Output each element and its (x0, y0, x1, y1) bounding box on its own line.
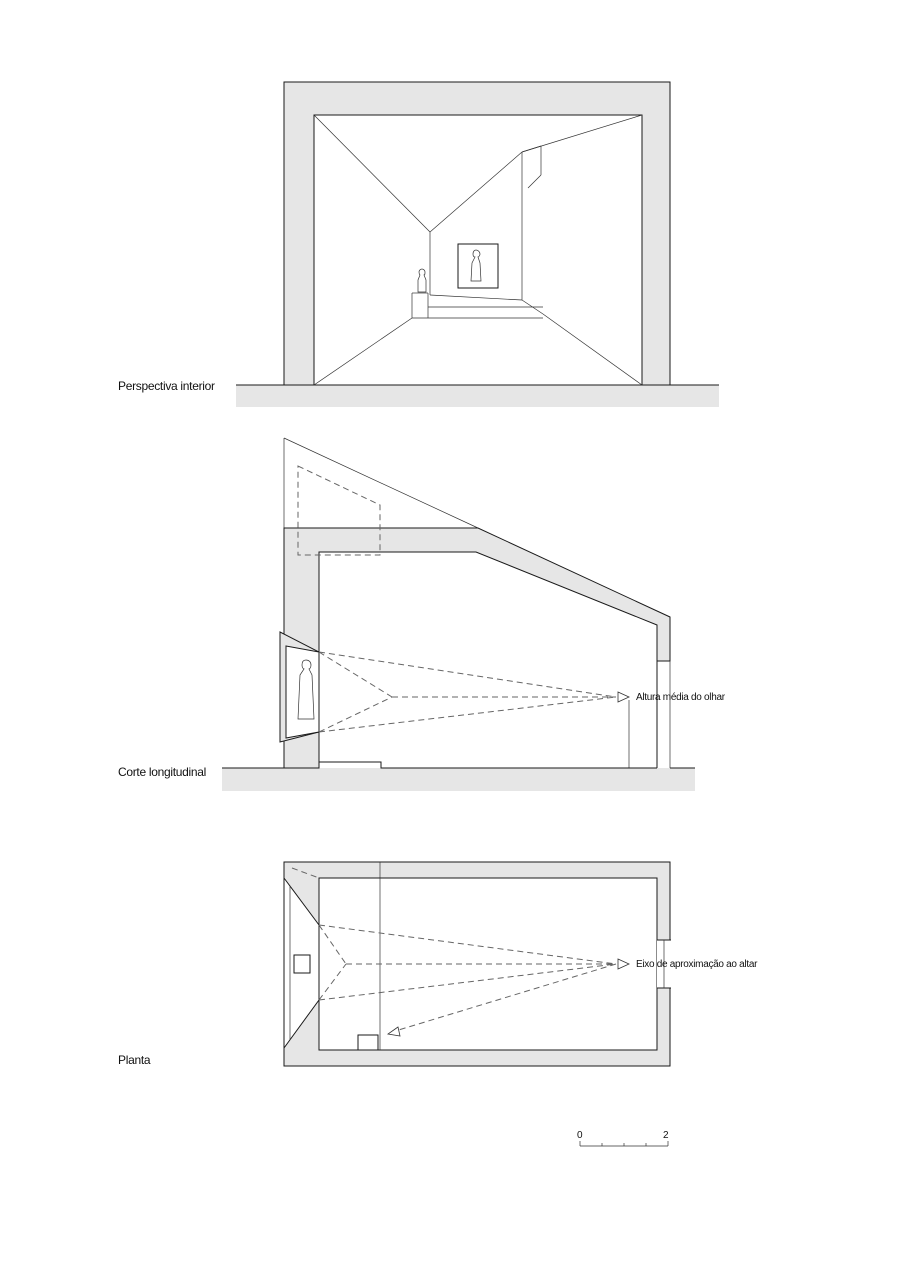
plan-entrance-block (358, 1035, 378, 1050)
section-drawing (222, 438, 695, 791)
altar-axis-sight-lines (319, 925, 629, 1036)
eye-height-annotation: Altura média do olhar (636, 692, 725, 703)
perspective-frame-walls (284, 82, 670, 385)
perspective-label: Perspectiva interior (118, 379, 215, 393)
arrowhead-icon (618, 692, 629, 702)
arrowhead-icon (388, 1027, 400, 1036)
scale-bar (577, 1130, 669, 1146)
skylight-roof-lines (284, 438, 478, 528)
section-walls-roof (284, 528, 670, 768)
scale-start-label: 0 (577, 1130, 583, 1141)
arrowhead-icon (618, 959, 629, 969)
altar-axis-annotation: Eixo de aproximação ao altar (636, 959, 758, 970)
scale-end-label: 2 (663, 1130, 669, 1141)
section-ground (222, 768, 695, 791)
section-floor-line (319, 762, 657, 768)
perspective-ground (236, 385, 719, 407)
section-label: Corte longitudinal (118, 765, 206, 779)
plan-statue-base (294, 955, 310, 973)
statue-figure-icon (418, 269, 426, 292)
plan-drawing (284, 862, 671, 1066)
eye-height-sight-lines (319, 652, 629, 732)
plan-label: Planta (118, 1053, 151, 1067)
perspective-drawing (236, 82, 719, 407)
